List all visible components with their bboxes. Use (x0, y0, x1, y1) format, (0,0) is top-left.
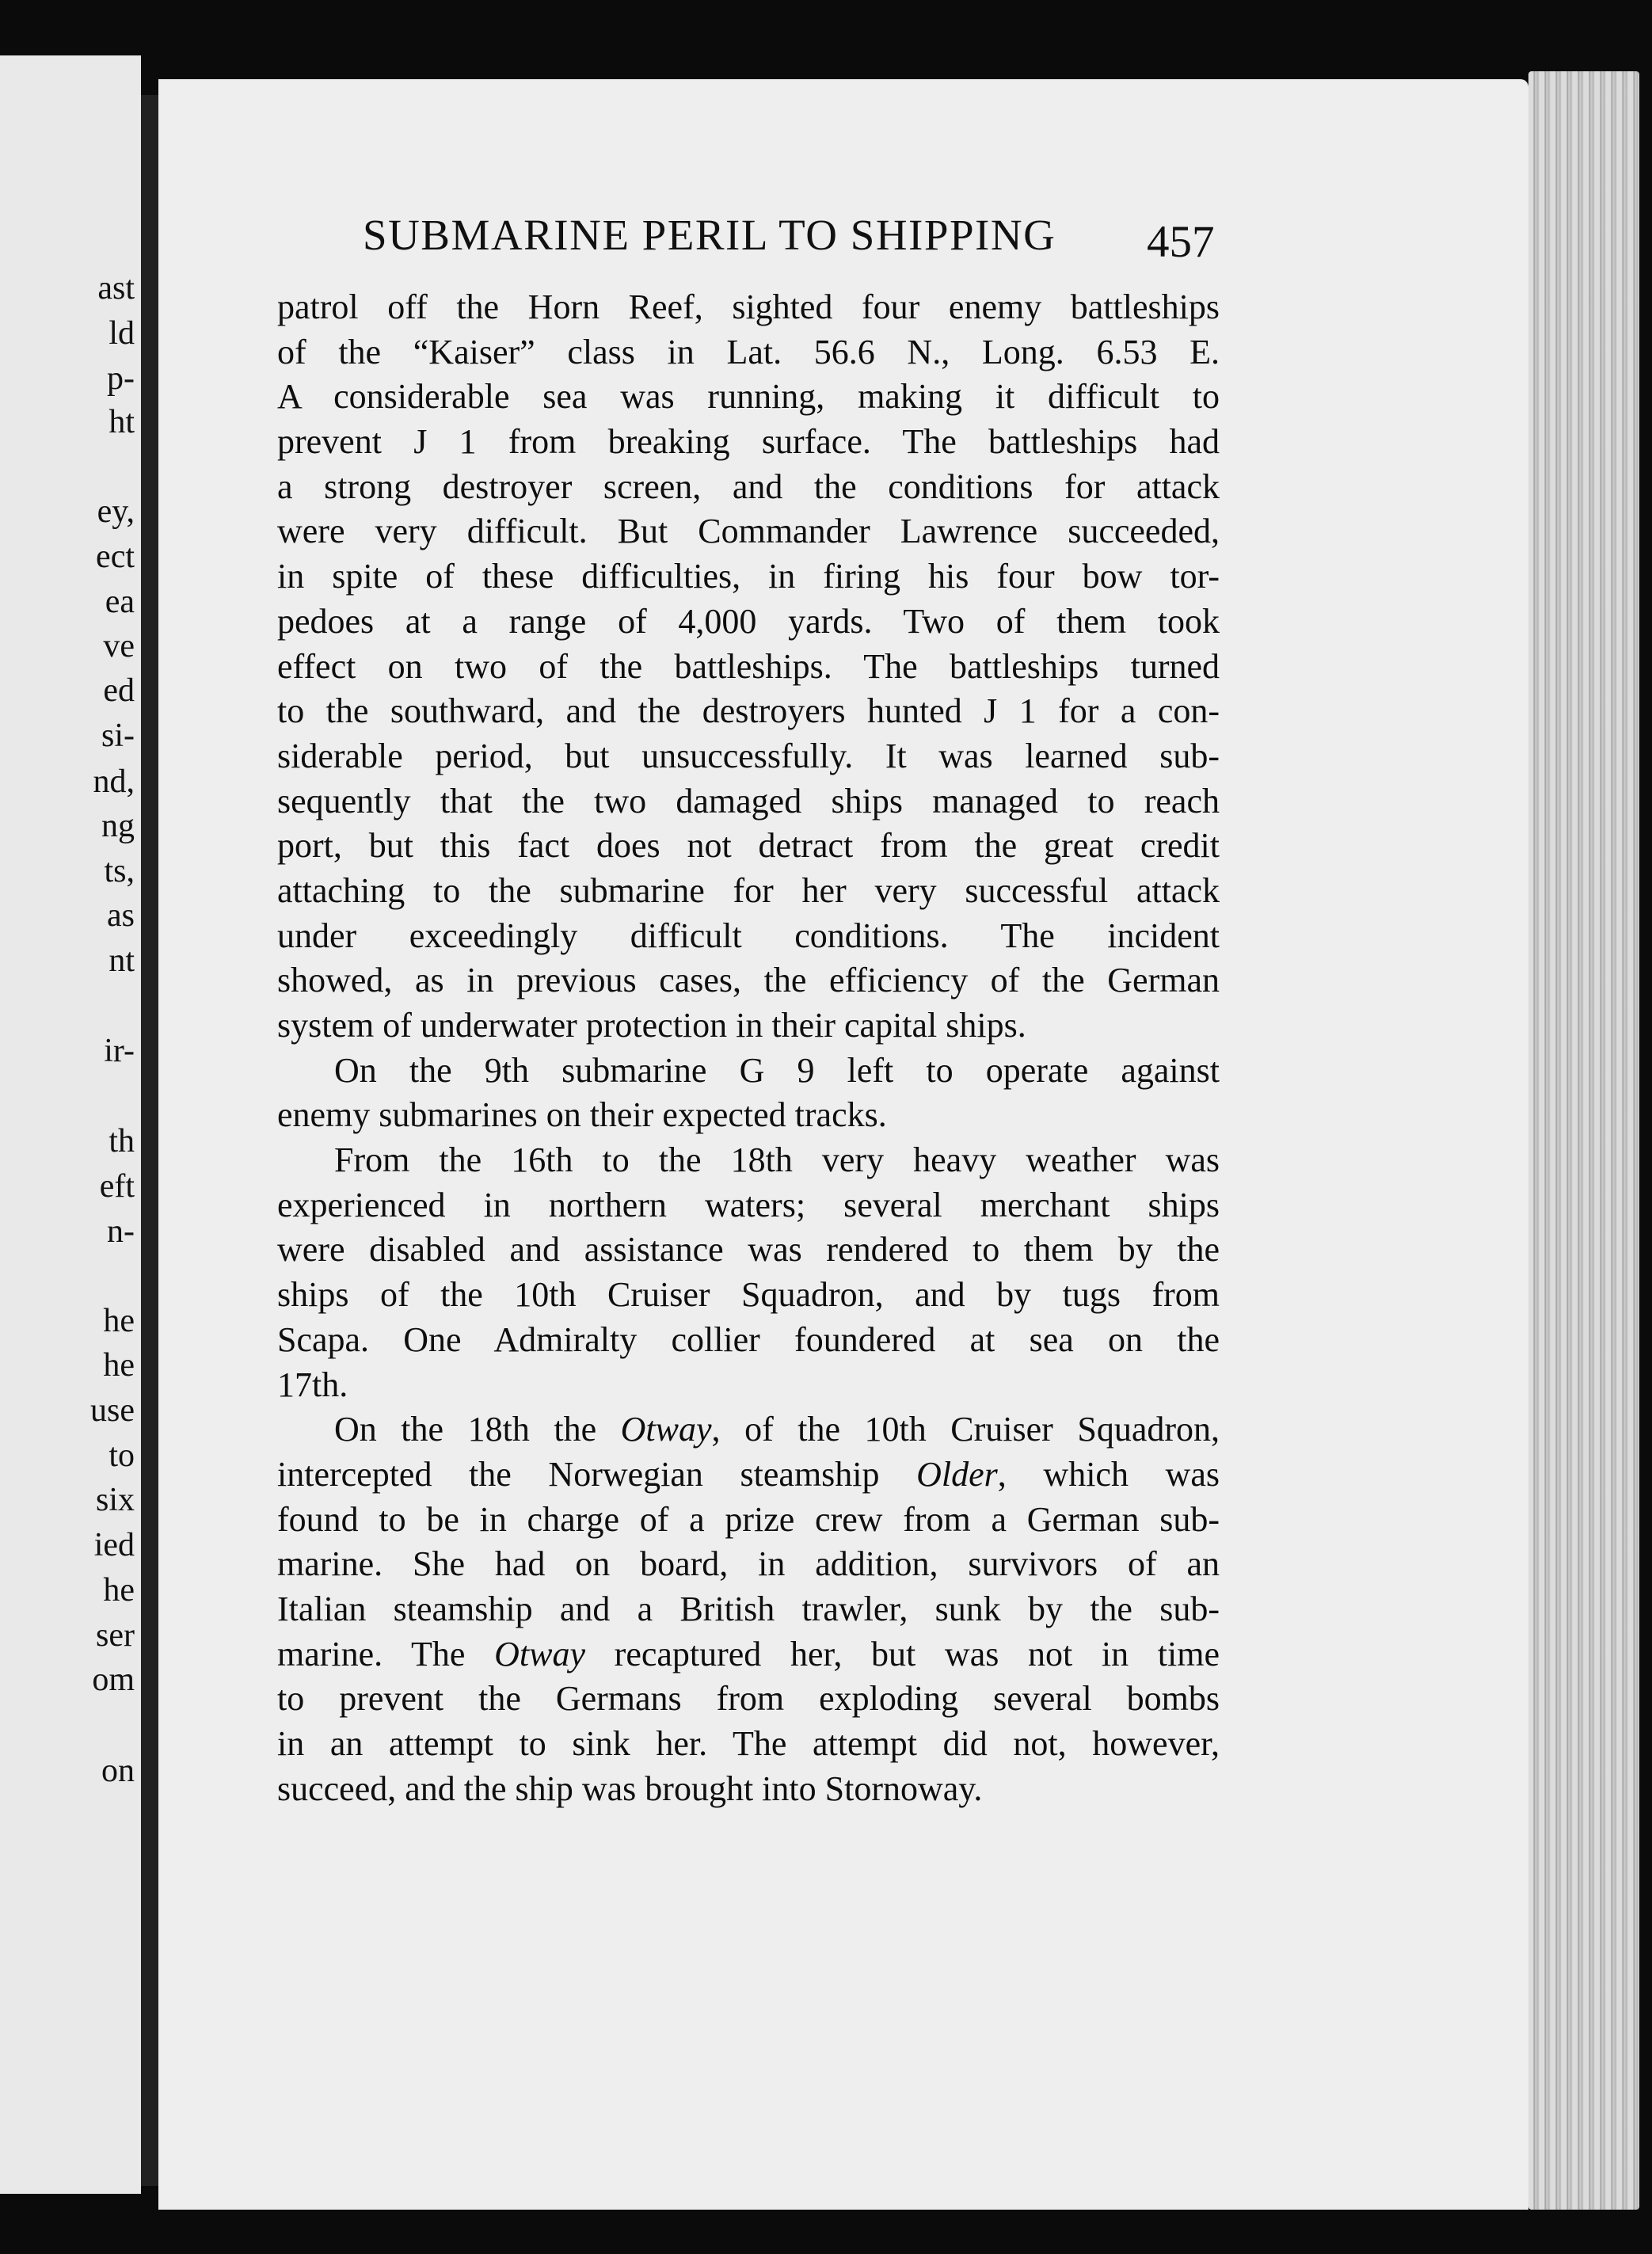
text-line: On the 18th the Otway, of the 10th Cruiser Squadron, (334, 1410, 1220, 1449)
facing-page-fragment: ast (97, 270, 135, 306)
facing-page-fragment: nd, (93, 763, 135, 800)
facing-page-fragment: si- (101, 718, 135, 754)
text-line: marine. The Otway recaptured her, but was not in time (277, 1634, 1220, 1673)
facing-page-fragment: om (92, 1662, 135, 1698)
text-line: sequently that the two damaged ships managed to reach (277, 781, 1220, 821)
text-line: in an attempt to sink her. The attempt did not, however, (277, 1724, 1220, 1763)
facing-page-fragment: ied (93, 1527, 135, 1563)
facing-page-fragment: six (95, 1482, 135, 1518)
text-line: succeed, and the ship was brought into Stornoway. (277, 1769, 983, 1808)
text-line: patrol off the Horn Reef, sighted four enemy battleships (277, 287, 1220, 326)
text-line: enemy submarines on their expected tracks. (277, 1095, 887, 1135)
facing-page-fragment: on (101, 1753, 135, 1789)
facing-page-fragment: ect (96, 539, 135, 575)
page-edge (1528, 71, 1639, 2210)
text-line: From the 16th to the 18th very heavy weather was (334, 1140, 1220, 1180)
text-line: were very difficult. But Commander Lawrence succeeded, (277, 512, 1220, 551)
text-line: showed, as in previous cases, the efficiency of the German (277, 961, 1220, 1000)
paragraph (277, 1407, 1220, 1811)
facing-page-fragment: ht (108, 404, 135, 440)
facing-page-fragment: as (107, 897, 135, 934)
text-line: siderable period, but unsuccessfully. It was learned sub- (277, 736, 1220, 775)
text-line: in spite of these difficulties, in firing his four bow tor- (277, 557, 1220, 596)
facing-page-fragment: use (90, 1392, 135, 1429)
text-line: marine. She had on board, in addition, survivors of an (277, 1544, 1220, 1584)
text-line: intercepted the Norwegian steamship Older, which was (277, 1454, 1220, 1494)
facing-page-fragment: eft (99, 1168, 135, 1205)
facing-page-fragment: ser (96, 1617, 135, 1654)
facing-page-fragment: he (103, 1347, 135, 1384)
text-line: port, but this fact does not detract from the great credit (277, 826, 1220, 866)
facing-page-fragment: he (103, 1572, 135, 1609)
text-line: A considerable sea was running, making it difficult to (277, 377, 1220, 417)
text-line: under exceedingly difficult conditions. The incident (277, 916, 1220, 955)
paragraph (277, 1138, 1220, 1407)
body-text (277, 285, 1220, 1811)
text-line: prevent J 1 from breaking surface. The battleships had (277, 422, 1220, 462)
text-line: experienced in northern waters; several merchant ships (277, 1185, 1220, 1224)
text-line: Italian steamship and a British trawler, sunk by the sub- (277, 1589, 1220, 1628)
facing-page-fragment: p- (107, 360, 135, 397)
text-line: attaching to the submarine for her very successful attack (277, 870, 1220, 910)
text-line: a strong destroyer screen, and the conditions for attack (277, 466, 1220, 506)
facing-page-fragment: ed (103, 672, 135, 709)
text-line: to the southward, and the destroyers hunted J 1 for a con- (277, 691, 1220, 731)
facing-page-fragment: ts, (104, 853, 135, 889)
facing-page-fragment: nt (108, 942, 135, 979)
text-line: 17th. (277, 1365, 348, 1404)
facing-page-fragment: ir- (104, 1033, 135, 1069)
text-line: to prevent the Germans from exploding several bombs (277, 1679, 1220, 1719)
book-gutter (141, 95, 158, 2186)
facing-page (0, 55, 141, 2194)
text-line: On the 9th submarine G 9 left to operate against (334, 1050, 1220, 1090)
paragraph (277, 285, 1220, 1049)
facing-page-fragment: th (108, 1123, 135, 1159)
text-line: found to be in charge of a prize crew from a German sub- (277, 1499, 1220, 1539)
facing-page-fragment: he (103, 1303, 135, 1339)
facing-page-fragment: ng (101, 808, 135, 844)
running-head: SUBMARINE PERIL TO SHIPPING (363, 211, 1056, 259)
page-number: 457 (1147, 217, 1215, 267)
facing-page-fragment: ey, (97, 493, 135, 530)
text-line: were disabled and assistance was rendered to them by the (277, 1230, 1220, 1270)
text-line: system of underwater protection in their capital ships. (277, 1006, 1026, 1045)
text-line: effect on two of the battleships. The battleships turned (277, 646, 1220, 686)
facing-page-fragment: ld (108, 315, 135, 352)
text-line: ships of the 10th Cruiser Squadron, and by tugs from (277, 1275, 1220, 1315)
facing-page-fragment: ea (105, 584, 135, 620)
text-line: Scapa. One Admiralty collier foundered at sea on the (277, 1319, 1220, 1359)
text-line: of the “Kaiser” class in Lat. 56.6 N., Long. 6.53 E. (277, 332, 1220, 371)
facing-page-fragment: to (108, 1437, 135, 1474)
paragraph (277, 1049, 1220, 1138)
text-line: pedoes at a range of 4,000 yards. Two of them took (277, 601, 1220, 641)
facing-page-fragment: ve (103, 628, 135, 664)
facing-page-fragment: n- (107, 1213, 135, 1250)
